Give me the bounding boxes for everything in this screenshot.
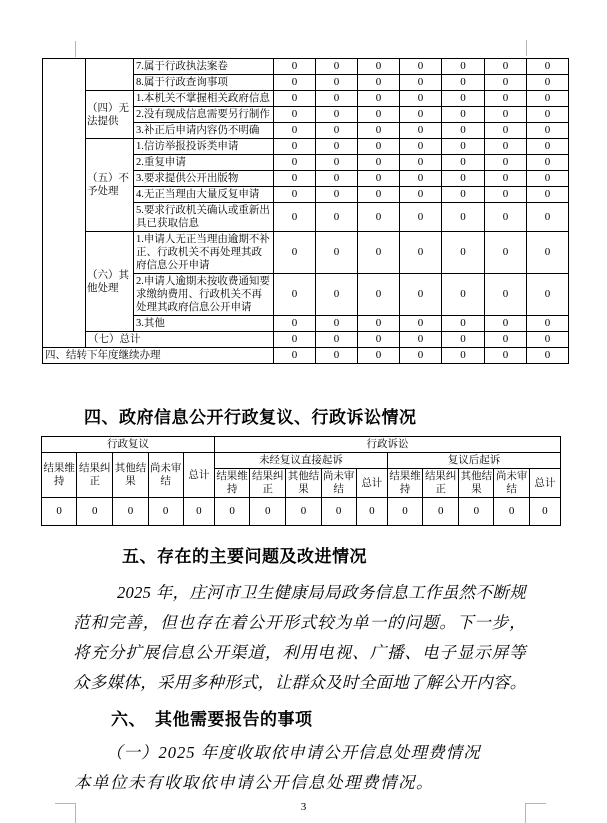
value-cell: 0 bbox=[527, 59, 569, 75]
value-cell: 0 bbox=[316, 171, 358, 187]
value-cell: 0 bbox=[358, 139, 400, 155]
table-row bbox=[43, 348, 569, 364]
item-cell: 1.信访举报投诉类申请 bbox=[134, 139, 274, 155]
value-cell: 0 bbox=[316, 232, 358, 274]
table-row bbox=[43, 59, 569, 75]
value-cell: 0 bbox=[442, 91, 485, 107]
value-cell: 0 bbox=[485, 187, 527, 203]
value-cell: 0 bbox=[527, 171, 569, 187]
value-cell: 0 bbox=[274, 139, 316, 155]
value-cell: 0 bbox=[387, 498, 422, 526]
value-cell: 0 bbox=[485, 348, 527, 364]
item-cell: 3.其他 bbox=[134, 316, 274, 332]
header-cell: 尚未审结 bbox=[494, 469, 529, 498]
value-cell: 0 bbox=[316, 332, 358, 348]
value-cell: 0 bbox=[400, 187, 442, 203]
value-cell: 0 bbox=[113, 498, 148, 526]
value-cell: 0 bbox=[358, 75, 400, 91]
value-cell: 0 bbox=[485, 139, 527, 155]
header-cell: 结果纠正 bbox=[250, 469, 286, 498]
category-cell bbox=[86, 59, 134, 91]
value-cell: 0 bbox=[358, 187, 400, 203]
header-cell: 结果维持 bbox=[214, 469, 249, 498]
value-cell: 0 bbox=[442, 274, 485, 316]
value-cell: 0 bbox=[316, 91, 358, 107]
value-cell: 0 bbox=[423, 498, 459, 526]
value-cell: 0 bbox=[358, 91, 400, 107]
value-cell: 0 bbox=[274, 187, 316, 203]
header-direct-suit: 未经复议直接起诉 bbox=[214, 453, 387, 469]
header-cell: 结果纠正 bbox=[423, 469, 459, 498]
value-cell: 0 bbox=[400, 203, 442, 232]
value-cell: 0 bbox=[286, 498, 321, 526]
value-cell: 0 bbox=[527, 274, 569, 316]
value-cell: 0 bbox=[527, 332, 569, 348]
value-cell: 0 bbox=[527, 139, 569, 155]
value-cell: 0 bbox=[250, 498, 286, 526]
value-cell: 0 bbox=[442, 203, 485, 232]
value-cell: 0 bbox=[400, 59, 442, 75]
header-cell: 总计 bbox=[356, 469, 387, 498]
processing-fee-subheading: （一）2025 年度收取依申请公开信息处理费情况 bbox=[106, 743, 481, 762]
value-cell: 0 bbox=[442, 187, 485, 203]
value-cell: 0 bbox=[42, 498, 77, 526]
value-cell: 0 bbox=[527, 123, 569, 139]
value-cell: 0 bbox=[400, 75, 442, 91]
value-cell: 0 bbox=[400, 139, 442, 155]
header-suit-after-review: 复议后起诉 bbox=[387, 453, 560, 469]
value-cell: 0 bbox=[400, 171, 442, 187]
value-cell: 0 bbox=[214, 498, 249, 526]
category-cell: （四）无法提供 bbox=[86, 91, 134, 139]
table-row bbox=[42, 498, 561, 526]
table-row bbox=[43, 139, 569, 155]
section-heading-administrative-review: 四、政府信息公开行政复议、行政诉讼情况 bbox=[84, 408, 417, 427]
value-cell: 0 bbox=[442, 139, 485, 155]
value-cell: 0 bbox=[485, 107, 527, 123]
value-cell: 0 bbox=[527, 107, 569, 123]
header-cell: 其他结果 bbox=[459, 469, 494, 498]
value-cell: 0 bbox=[274, 123, 316, 139]
value-cell: 0 bbox=[485, 123, 527, 139]
value-cell: 0 bbox=[274, 274, 316, 316]
value-cell: 0 bbox=[442, 316, 485, 332]
value-cell: 0 bbox=[400, 316, 442, 332]
value-cell: 0 bbox=[321, 498, 356, 526]
section-heading-main-problems: 五、存在的主要问题及改进情况 bbox=[122, 547, 367, 566]
item-cell: 1.申请人无正当理由逾期不补正、行政机关不再处理其政府信息公开申请 bbox=[134, 232, 274, 274]
value-cell: 0 bbox=[358, 155, 400, 171]
value-cell: 0 bbox=[527, 187, 569, 203]
value-cell: 0 bbox=[485, 91, 527, 107]
value-cell: 0 bbox=[358, 123, 400, 139]
value-cell: 0 bbox=[527, 232, 569, 274]
value-cell: 0 bbox=[485, 155, 527, 171]
value-cell: 0 bbox=[400, 232, 442, 274]
value-cell: 0 bbox=[274, 332, 316, 348]
value-cell: 0 bbox=[485, 203, 527, 232]
header-review: 行政复议 bbox=[42, 437, 215, 453]
margin-mark-top-left bbox=[75, 41, 76, 57]
processing-fee-statement: 本单位未有收取依申请公开信息处理费情况。 bbox=[74, 773, 434, 792]
value-cell: 0 bbox=[358, 171, 400, 187]
value-cell: 0 bbox=[400, 332, 442, 348]
category-cell: （五）不予处理 bbox=[86, 139, 134, 232]
value-cell: 0 bbox=[274, 348, 316, 364]
category-cell: （七）总计 bbox=[86, 332, 274, 348]
margin-mark-top-right bbox=[526, 40, 527, 56]
paragraph-line: 范和完善，但也存在着公开形式较为单一的问题。下一步， bbox=[73, 613, 526, 632]
value-cell: 0 bbox=[358, 316, 400, 332]
value-cell: 0 bbox=[77, 498, 113, 526]
value-cell: 0 bbox=[527, 203, 569, 232]
value-cell: 0 bbox=[274, 75, 316, 91]
value-cell: 0 bbox=[442, 348, 485, 364]
value-cell: 0 bbox=[358, 348, 400, 364]
item-cell: 2.申请人逾期未按收费通知要求缴纳费用、行政机关不再处理其政府信息公开申请 bbox=[134, 274, 274, 316]
value-cell: 0 bbox=[494, 498, 529, 526]
value-cell: 0 bbox=[274, 203, 316, 232]
header-cell: 总计 bbox=[529, 469, 560, 498]
paragraph-line: 将充分扩展信息公开渠道，利用电视、广播、电子显示屏等 bbox=[73, 643, 526, 662]
value-cell: 0 bbox=[400, 123, 442, 139]
header-cell: 结果维持 bbox=[387, 469, 422, 498]
value-cell: 0 bbox=[400, 274, 442, 316]
page-number: 3 bbox=[300, 801, 307, 813]
header-cell: 尚未审结 bbox=[321, 469, 356, 498]
section-heading-other-matters: 六、 其他需要报告的事项 bbox=[111, 710, 313, 729]
value-cell: 0 bbox=[400, 348, 442, 364]
disposition-results-table bbox=[42, 58, 569, 364]
value-cell: 0 bbox=[442, 123, 485, 139]
value-cell: 0 bbox=[358, 332, 400, 348]
value-cell: 0 bbox=[400, 107, 442, 123]
value-cell: 0 bbox=[485, 59, 527, 75]
value-cell: 0 bbox=[485, 332, 527, 348]
value-cell: 0 bbox=[183, 498, 214, 526]
header-cell: 结果维持 bbox=[42, 453, 77, 498]
disposition-table-body bbox=[43, 59, 569, 364]
value-cell: 0 bbox=[358, 107, 400, 123]
improvement-paragraph bbox=[73, 578, 526, 698]
value-cell: 0 bbox=[274, 107, 316, 123]
value-cell: 0 bbox=[442, 171, 485, 187]
header-cell: 总计 bbox=[183, 453, 214, 498]
value-cell: 0 bbox=[442, 75, 485, 91]
value-cell: 0 bbox=[316, 348, 358, 364]
category-cell: 四、结转下年度继续办理 bbox=[43, 348, 274, 364]
value-cell: 0 bbox=[358, 203, 400, 232]
value-cell: 0 bbox=[358, 274, 400, 316]
value-cell: 0 bbox=[527, 316, 569, 332]
value-cell: 0 bbox=[485, 274, 527, 316]
item-cell: 2.重复申请 bbox=[134, 155, 274, 171]
value-cell: 0 bbox=[485, 171, 527, 187]
value-cell: 0 bbox=[316, 75, 358, 91]
header-litigation: 行政诉讼 bbox=[214, 437, 560, 453]
value-cell: 0 bbox=[316, 316, 358, 332]
category-cell bbox=[43, 59, 86, 348]
header-cell: 结果纠正 bbox=[77, 453, 113, 498]
review-table-body bbox=[42, 437, 561, 526]
value-cell: 0 bbox=[442, 232, 485, 274]
value-cell: 0 bbox=[527, 348, 569, 364]
value-cell: 0 bbox=[316, 123, 358, 139]
table-row bbox=[42, 453, 561, 469]
value-cell: 0 bbox=[274, 155, 316, 171]
header-cell: 尚未审结 bbox=[148, 453, 183, 498]
value-cell: 0 bbox=[274, 91, 316, 107]
table-row bbox=[43, 232, 569, 274]
table-row bbox=[43, 332, 569, 348]
value-cell: 0 bbox=[442, 107, 485, 123]
table-row bbox=[42, 437, 561, 453]
value-cell: 0 bbox=[316, 59, 358, 75]
item-cell: 8.属于行政查询事项 bbox=[134, 75, 274, 91]
value-cell: 0 bbox=[358, 59, 400, 75]
item-cell: 2.没有现成信息需要另行制作 bbox=[134, 107, 274, 123]
value-cell: 0 bbox=[316, 187, 358, 203]
value-cell: 0 bbox=[459, 498, 494, 526]
value-cell: 0 bbox=[274, 316, 316, 332]
value-cell: 0 bbox=[356, 498, 387, 526]
item-cell: 3.补正后申请内容仍不明确 bbox=[134, 123, 274, 139]
item-cell: 4.无正当理由大量反复申请 bbox=[134, 187, 274, 203]
category-cell: （六）其他处理 bbox=[86, 232, 134, 332]
value-cell: 0 bbox=[529, 498, 560, 526]
item-cell: 3.要求提供公开出版物 bbox=[134, 171, 274, 187]
table-row bbox=[43, 91, 569, 107]
item-cell: 1.本机关不掌握相关政府信息 bbox=[134, 91, 274, 107]
value-cell: 0 bbox=[485, 316, 527, 332]
header-cell: 其他结果 bbox=[286, 469, 321, 498]
value-cell: 0 bbox=[527, 155, 569, 171]
paragraph-line: 2025 年，庄河市卫生健康局局政务信息工作虽然不断规 bbox=[117, 583, 526, 602]
value-cell: 0 bbox=[485, 232, 527, 274]
value-cell: 0 bbox=[274, 59, 316, 75]
value-cell: 0 bbox=[442, 332, 485, 348]
value-cell: 0 bbox=[316, 203, 358, 232]
value-cell: 0 bbox=[442, 155, 485, 171]
value-cell: 0 bbox=[358, 232, 400, 274]
value-cell: 0 bbox=[485, 75, 527, 91]
item-cell: 5.要求行政机关确认或重新出具已获取信息 bbox=[134, 203, 274, 232]
value-cell: 0 bbox=[148, 498, 183, 526]
value-cell: 0 bbox=[316, 139, 358, 155]
paragraph-line: 众多媒体，采用多种形式，让群众及时全面地了解公开内容。 bbox=[73, 673, 527, 692]
item-cell: 7.属于行政执法案卷 bbox=[134, 59, 274, 75]
value-cell: 0 bbox=[442, 59, 485, 75]
value-cell: 0 bbox=[316, 274, 358, 316]
value-cell: 0 bbox=[274, 232, 316, 274]
value-cell: 0 bbox=[527, 75, 569, 91]
value-cell: 0 bbox=[400, 91, 442, 107]
header-cell: 其他结果 bbox=[113, 453, 148, 498]
value-cell: 0 bbox=[527, 91, 569, 107]
value-cell: 0 bbox=[316, 107, 358, 123]
review-litigation-table bbox=[41, 436, 561, 526]
value-cell: 0 bbox=[274, 171, 316, 187]
value-cell: 0 bbox=[400, 155, 442, 171]
value-cell: 0 bbox=[316, 155, 358, 171]
